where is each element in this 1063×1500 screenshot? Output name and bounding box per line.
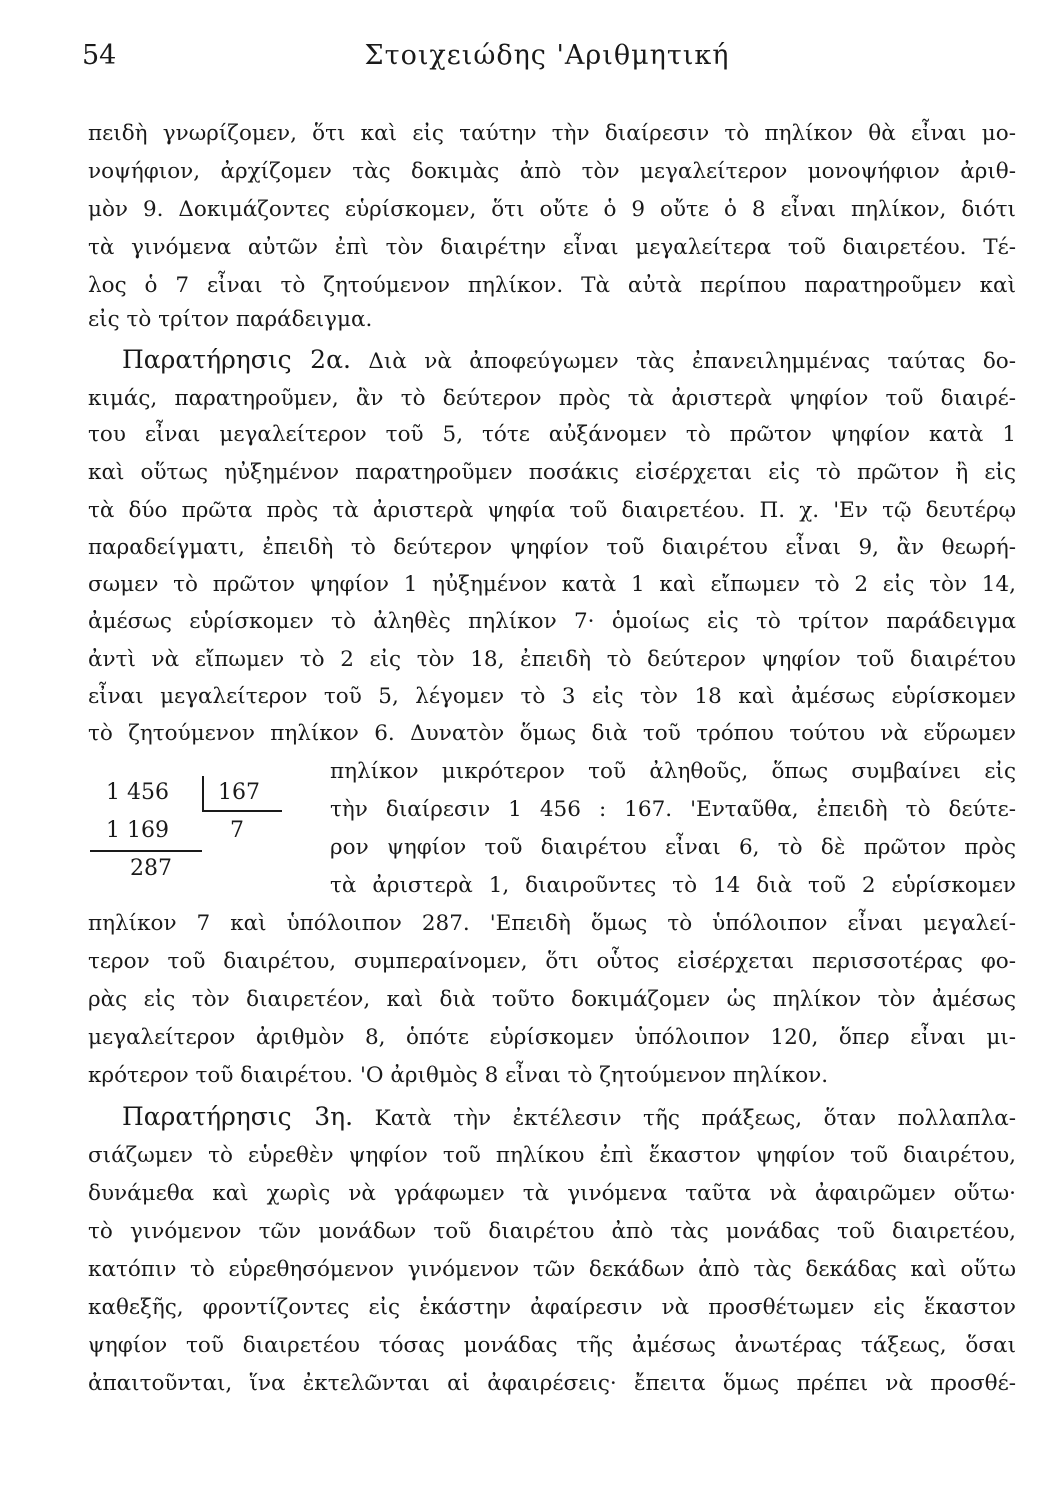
text-line: λος ὁ 7 εἶναι τὸ ζητούμενον πηλίκον. Τὰ αὐτὰ περίπου παρατηροῦμεν καὶ — [88, 273, 1016, 298]
text-line: κιμάς, παρατηροῦμεν, ἂν τὸ δεύτερον πρὸς τὰ ἀριστερὰ ψηφίον τοῦ διαιρέ- — [88, 386, 1016, 411]
product: 1 169 — [106, 818, 169, 843]
remark-3-first-text: Κατὰ τὴν ἐκτέλεσιν τῆς πράξεως, ὅταν πολλαπλα- — [374, 1106, 1016, 1131]
divisor-rule — [202, 810, 282, 812]
text-line: κρότερον τοῦ διαιρέτου. 'Ο ἀριθμὸς 8 εἶναι τὸ ζητούμενον πηλίκον. — [88, 1063, 829, 1088]
text-line: τὸ γινόμενον τῶν μονάδων τοῦ διαιρέτου ἀπὸ τὰς μονάδας τοῦ διαιρετέου, — [88, 1219, 1016, 1244]
running-title: Στοιχειώδης 'Αριθμητική — [364, 40, 730, 71]
text-line: δυνάμεθα καὶ χωρὶς νὰ γράφωμεν τὰ γινόμενα ταῦτα νὰ ἀφαιρῶμεν οὕτω· — [88, 1181, 1016, 1206]
text-line: ρὰς εἰς τὸν διαιρετέον, καὶ διὰ τοῦτο δοκιμάζομεν ὡς πηλίκον τὸν ἀμέσως — [88, 987, 1016, 1012]
division-vertical-rule — [202, 776, 204, 810]
running-head — [82, 40, 1012, 80]
remark-2-heading: Παρατήρησις 2α. — [122, 345, 351, 374]
text-line: εἰς τὸ τρίτον παράδειγμα. — [88, 307, 373, 332]
text-line: ρον ψηφίον τοῦ διαιρέτου εἶναι 6, τὸ δὲ πρῶτον πρὸς — [330, 835, 1016, 860]
text-line: εἶναι μεγαλείτερον τοῦ 5, λέγομεν τὸ 3 εἰς τὸν 18 καὶ ἀμέσως εὑρίσκομεν — [88, 684, 1016, 709]
text-line: ψηφίον τοῦ διαιρετέου τόσας μονάδας τῆς ἀμέσως ἀνωτέρας τάξεως, ὅσαι — [88, 1333, 1016, 1358]
text-line: πηλίκον μικρότερον τοῦ ἀληθοῦς, ὅπως συμβαίνει εἰς — [330, 759, 1016, 784]
text-line: σιάζωμεν τὸ εὑρεθὲν ψηφίον τοῦ πηλίκου ἐπὶ ἕκαστον ψηφίον τοῦ διαιρέτου, — [88, 1143, 1016, 1168]
text-line: καὶ οὕτως ηὐξημένον παρατηροῦμεν ποσάκις εἰσέρχεται εἰς τὸ πρῶτον ἢ εἰς — [88, 460, 1016, 485]
text-line: του εἶναι μεγαλείτερον τοῦ 5, τότε αὐξάνομεν τὸ πρῶτον ψηφίον κατὰ 1 — [88, 422, 1016, 447]
text-line: ἀντὶ νὰ εἴπωμεν τὸ 2 εἰς τὸν 18, ἐπειδὴ τὸ δεύτερον ψηφίον τοῦ διαιρέτου — [88, 647, 1016, 672]
remark-2-first-line — [122, 343, 1016, 377]
remark-2-first-text: Διὰ νὰ ἀποφεύγωμεν τὰς ἐπανειλημμένας ταύτας δο- — [368, 349, 1016, 374]
text-line: τὰ γινόμενα αὐτῶν ἐπὶ τὸν διαιρέτην εἶναι μεγαλείτερα τοῦ διαιρετέου. Τέ- — [88, 235, 1016, 260]
division-layout — [88, 770, 308, 900]
quotient: 7 — [230, 818, 244, 843]
text-line: πηλίκον 7 καὶ ὑπόλοιπον 287. 'Επειδὴ ὅμως τὸ ὑπόλοιπον εἶναι μεγαλεί- — [88, 911, 1016, 936]
text-line: τερον τοῦ διαιρέτου, συμπεραίνομεν, ὅτι οὗτος εἰσέρχεται περισσοτέρας φο- — [88, 949, 1016, 974]
dividend: 1 456 — [106, 780, 169, 805]
remark-3-heading: Παρατήρησις 3η. — [122, 1102, 354, 1131]
text-line: ἀπαιτοῦνται, ἵνα ἐκτελῶνται αἱ ἀφαιρέσεις· ἔπειτα ὅμως πρέπει νὰ προσθέ- — [88, 1371, 1016, 1396]
remainder: 287 — [130, 856, 172, 881]
text-line: σωμεν τὸ πρῶτον ψηφίον 1 ηὐξημένον κατὰ 1 καὶ εἴπωμεν τὸ 2 εἰς τὸν 14, — [88, 572, 1016, 597]
subtraction-rule — [90, 850, 202, 852]
text-line: μὸν 9. Δοκιμάζοντες εὑρίσκομεν, ὅτι οὔτε ὁ 9 οὔτε ὁ 8 εἶναι πηλίκον, διότι — [88, 197, 1016, 222]
text-line: τὸ ζητούμενον πηλίκον 6. Δυνατὸν ὅμως διὰ τοῦ τρόπου τούτου νὰ εὕρωμεν — [88, 721, 1016, 746]
page-number: 54 — [82, 40, 117, 71]
text-line: μεγαλείτερον ἀριθμὸν 8, ὁπότε εὑρίσκομεν ὑπόλοιπον 120, ὅπερ εἶναι μι- — [88, 1025, 1016, 1050]
text-line: κατόπιν τὸ εὑρεθησόμενον γινόμενον τῶν δεκάδων ἀπὸ τὰς δεκάδας καὶ οὕτω — [88, 1257, 1016, 1282]
divisor: 167 — [218, 780, 260, 805]
text-line: παραδείγματι, ἐπειδὴ τὸ δεύτερον ψηφίον τοῦ διαιρέτου εἶναι 9, ἂν θεωρή- — [88, 535, 1016, 560]
text-line: πειδὴ γνωρίζομεν, ὅτι καὶ εἰς ταύτην τὴν διαίρεσιν τὸ πηλίκον θὰ εἶναι μο- — [88, 121, 1016, 146]
text-line: καθεξῆς, φροντίζοντες εἰς ἑκάστην ἀφαίρεσιν νὰ προσθέτωμεν εἰς ἕκαστον — [88, 1295, 1016, 1320]
text-line: ἀμέσως εὑρίσκομεν τὸ ἀληθὲς πηλίκον 7· ὁμοίως εἰς τὸ τρίτον παράδειγμα — [88, 609, 1016, 634]
text-line: τὴν διαίρεσιν 1 456 : 167. 'Ενταῦθα, ἐπειδὴ τὸ δεύτε- — [330, 797, 1016, 822]
text-line: τὰ δύο πρῶτα πρὸς τὰ ἀριστερὰ ψηφία τοῦ διαιρετέου. Π. χ. 'Εν τῷ δευτέρῳ — [88, 498, 1016, 523]
remark-3-first-line — [122, 1100, 1016, 1134]
text-line: τὰ ἀριστερὰ 1, διαιροῦντες τὸ 14 διὰ τοῦ 2 εὑρίσκομεν — [330, 873, 1016, 898]
text-line: νοψήφιον, ἀρχίζομεν τὰς δοκιμὰς ἀπὸ τὸν μεγαλείτερον μονοψήφιον ἀριθ- — [88, 159, 1016, 184]
